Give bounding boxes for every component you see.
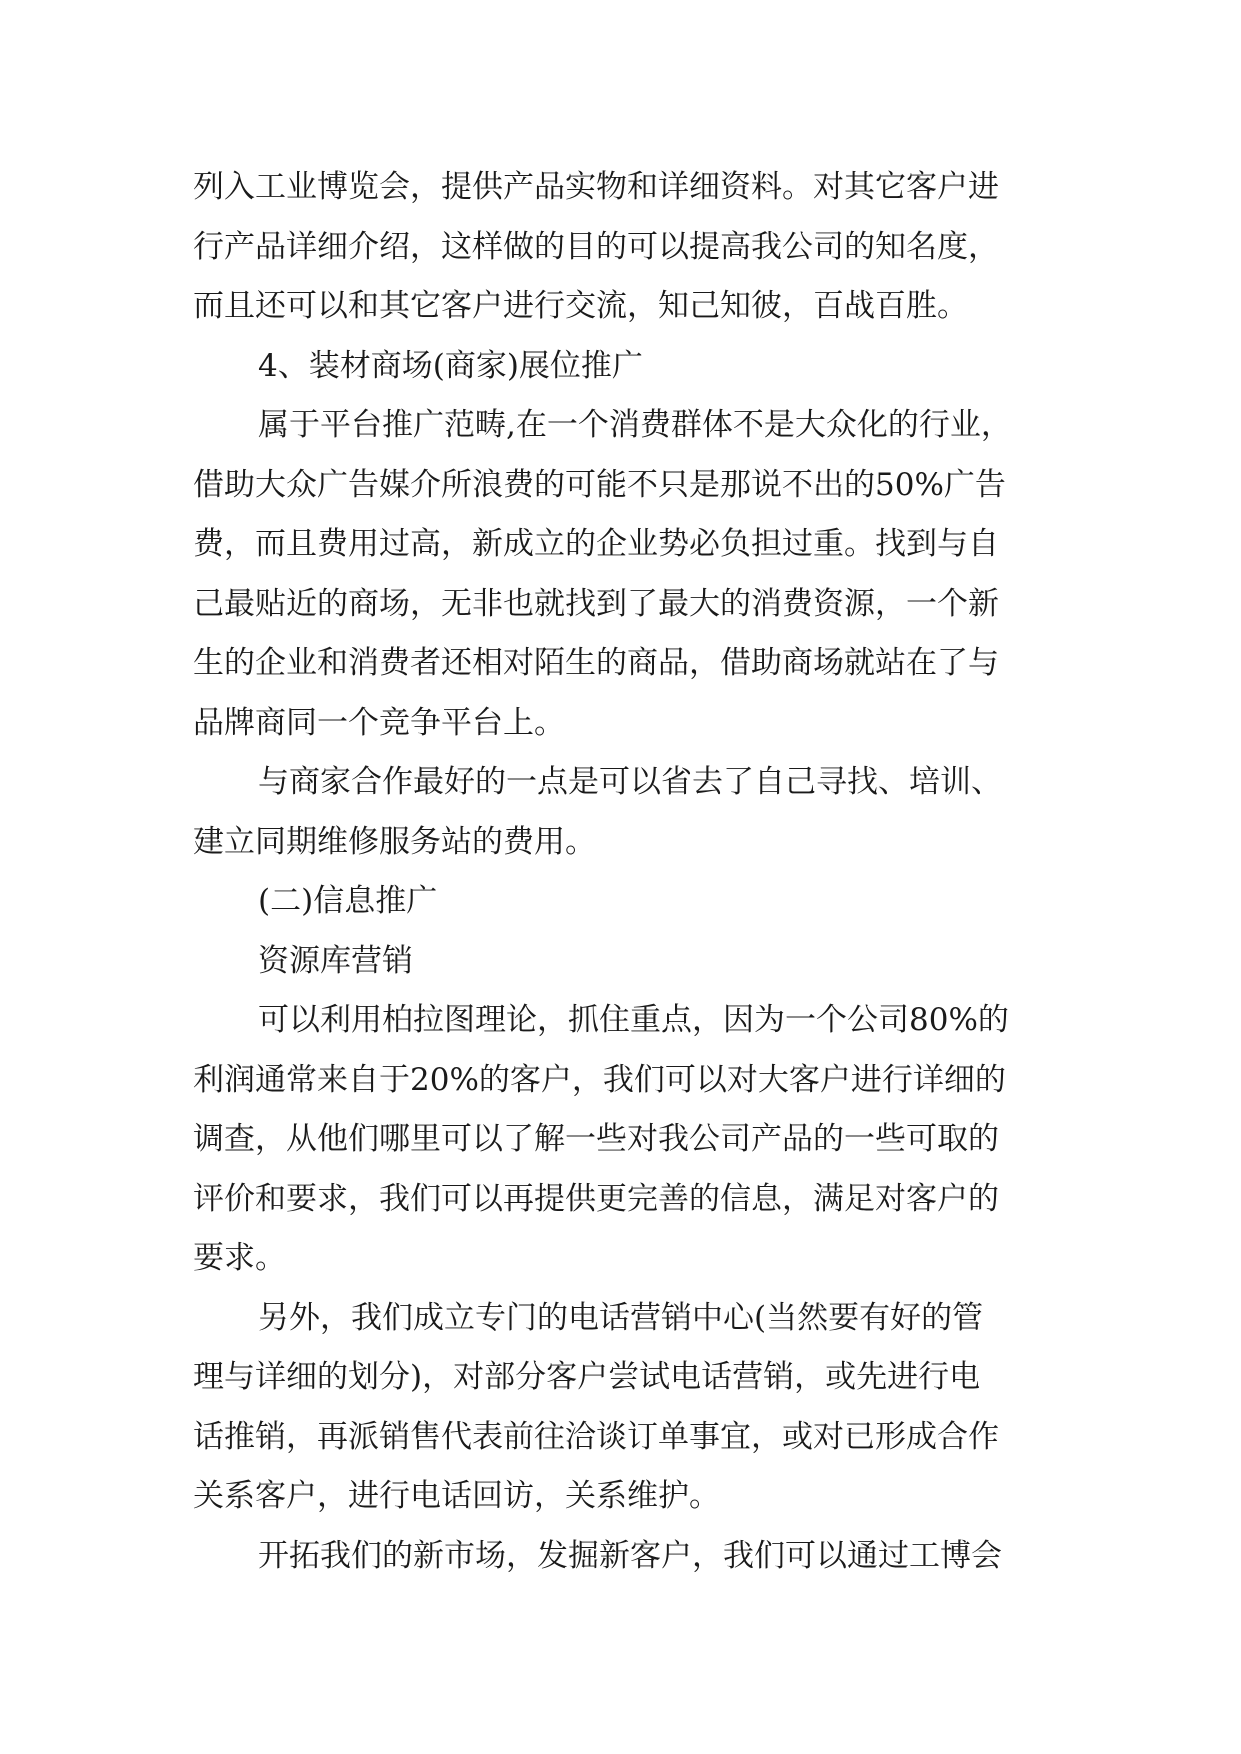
text-line: 开拓我们的新市场，发掘新客户，我们可以通过工博会 bbox=[258, 1538, 1002, 1574]
text-line: 属于平台推广范畴,在一个消费群体不是大众化的行业， bbox=[258, 407, 1012, 443]
text-line: 调查，从他们哪里可以了解一些对我公司产品的一些可取的 bbox=[193, 1121, 999, 1157]
text-line: 费，而且费用过高，新成立的企业势必负担过重。找到与自 bbox=[193, 526, 999, 562]
text-line: 而且还可以和其它客户进行交流，知己知彼，百战百胜。 bbox=[193, 288, 968, 324]
text-line: 生的企业和消费者还相对陌生的商品，借助商场就站在了与 bbox=[193, 645, 999, 681]
text-line: 话推销，再派销售代表前往洽谈订单事宜，或对已形成合作 bbox=[193, 1419, 999, 1455]
text-line: 关系客户，进行电话回访，关系维护。 bbox=[193, 1478, 720, 1514]
section-heading: 资源库营销 bbox=[258, 943, 413, 979]
text-line: 另外，我们成立专门的电话营销中心(当然要有好的管 bbox=[258, 1300, 984, 1336]
text-line: 己最贴近的商场，无非也就找到了最大的消费资源，一个新 bbox=[193, 586, 999, 622]
text-line: 借助大众广告媒介所浪费的可能不只是那说不出的50%广告 bbox=[193, 467, 1006, 503]
text-line: 利润通常来自于20%的客户，我们可以对大客户进行详细的 bbox=[193, 1062, 1006, 1098]
section-heading: (二)信息推广 bbox=[258, 883, 438, 919]
text-line: 列入工业博览会，提供产品实物和详细资料。对其它客户进 bbox=[193, 169, 999, 205]
text-line: 品牌商同一个竞争平台上。 bbox=[193, 705, 565, 741]
text-line: 建立同期维修服务站的费用。 bbox=[193, 824, 596, 860]
text-line: 要求。 bbox=[193, 1240, 286, 1276]
text-line: 理与详细的划分)，对部分客户尝试电话营销，或先进行电 bbox=[193, 1359, 981, 1395]
text-line: 评价和要求，我们可以再提供更完善的信息，满足对客户的 bbox=[193, 1181, 999, 1217]
text-line: 行产品详细介绍，这样做的目的可以提高我公司的知名度， bbox=[193, 229, 999, 265]
section-heading: 4、装材商场(商家)展位推广 bbox=[258, 348, 643, 384]
text-line: 可以利用柏拉图理论，抓住重点，因为一个公司80%的 bbox=[258, 1002, 1009, 1038]
text-line: 与商家合作最好的一点是可以省去了自己寻找、培训、 bbox=[258, 764, 1002, 800]
